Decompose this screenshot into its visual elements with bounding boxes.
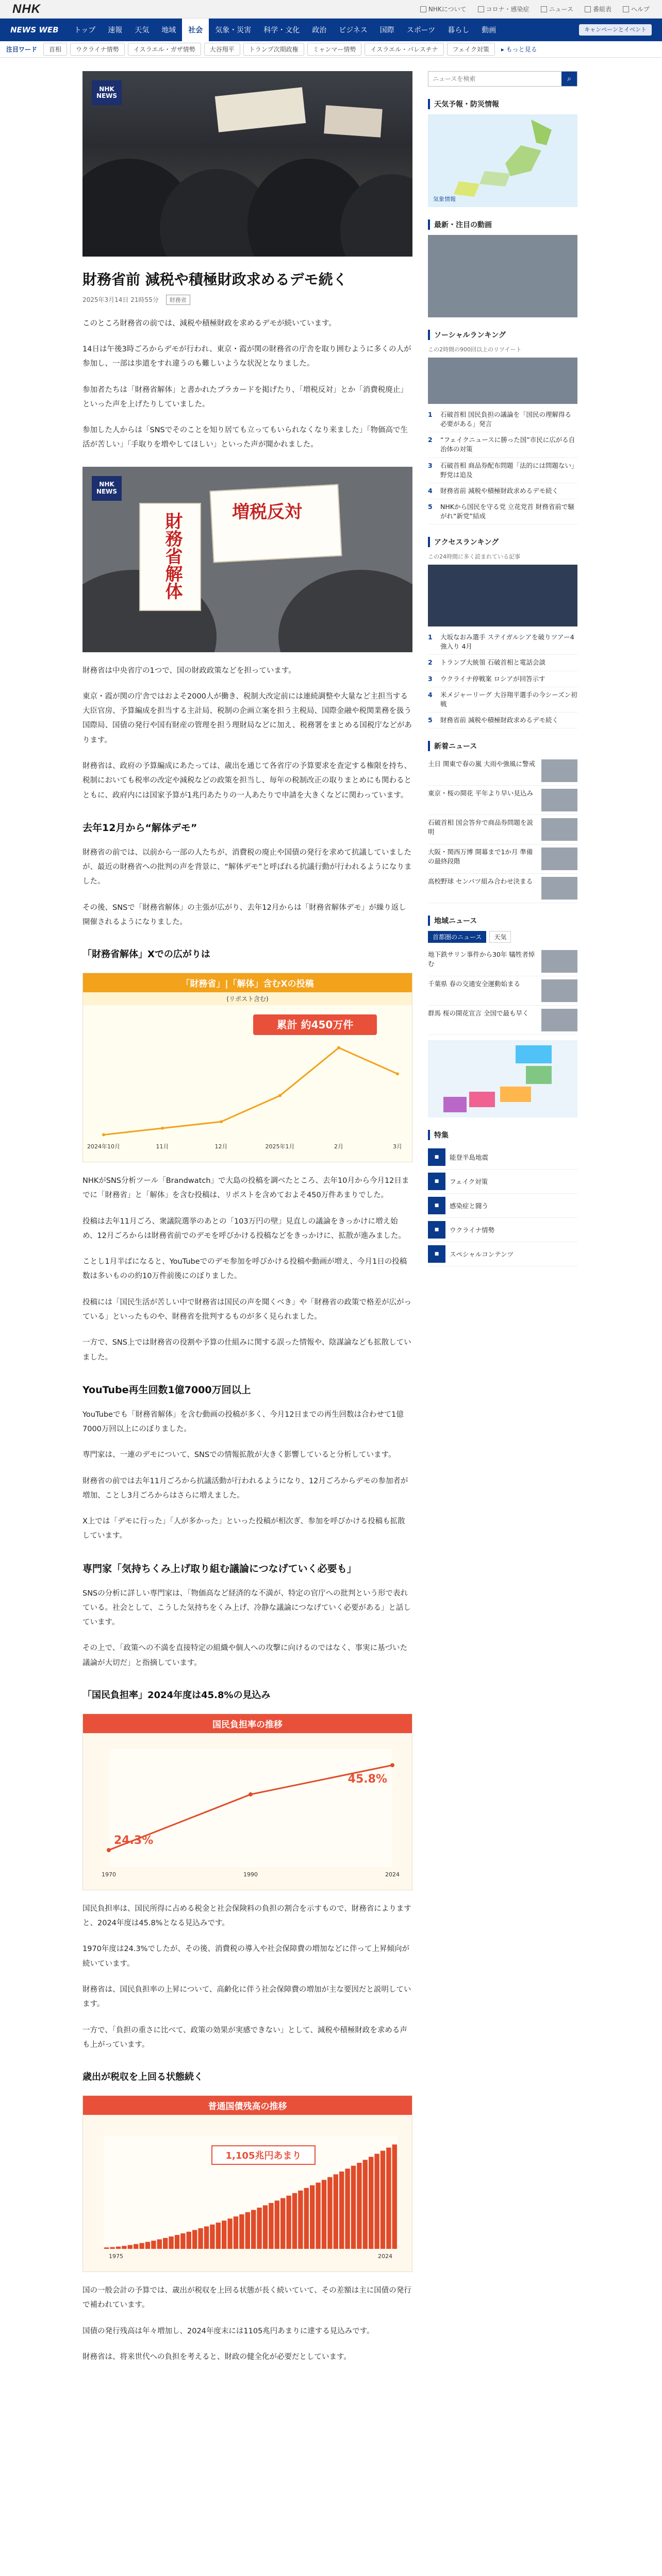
paragraph: 一方で、SNS上では財務省の役割や予算の仕組みに関する誤った情報や、陰謀論なども拡散していました。: [82, 1338, 411, 1362]
plot-area: [109, 1749, 392, 1867]
protest-sign: [210, 484, 342, 563]
bar: [304, 2188, 309, 2249]
bar: [128, 2245, 133, 2249]
chart3-svg: [83, 2115, 413, 2269]
bar: [339, 2172, 344, 2249]
campaign-button[interactable]: キャンペーンとイベント: [579, 24, 652, 35]
bar: [257, 2208, 261, 2249]
bar: [275, 2200, 279, 2249]
nav-item-active[interactable]: 社会: [182, 19, 209, 41]
feature-item[interactable]: ■ フェイク対策: [428, 1170, 577, 1194]
paragraph: 1970年度は24.3%でしたが、その後、消費税の導入や社会保障費の増加などに伴って上昇傾向が続いています。: [82, 1945, 409, 1968]
bar: [269, 2203, 273, 2249]
feature-icon: ■: [428, 1173, 445, 1190]
bar: [110, 2247, 114, 2249]
paragraph: このところ財務省の前では、減税や積極財政を求めるデモが続いています。: [82, 319, 336, 328]
weather-title: 天気予報・防災情報: [428, 99, 577, 109]
article-meta: [82, 295, 412, 305]
bar: [369, 2157, 373, 2249]
bar: [298, 2191, 303, 2249]
link-icon: [478, 6, 484, 12]
bar: [351, 2166, 356, 2249]
data-point: [249, 1792, 253, 1797]
trend-chip[interactable]: ウクライナ情勢: [70, 43, 125, 56]
sign-text: 財務省解体: [162, 512, 183, 600]
trend-chip[interactable]: トランプ次期政権: [243, 43, 304, 56]
x-posts-chart: [82, 973, 412, 1162]
header-link[interactable]: NHKについて: [420, 5, 467, 13]
nav-item[interactable]: トップ: [74, 26, 96, 35]
trend-chip[interactable]: 首相: [43, 43, 67, 56]
paragraph: 投稿には「国民生活が苦しい中で財務省は国民の声を聞くべき」や「財務省の政策で格差が広がっている」といったものや、財務省を批判するものが多く見られました。: [82, 1298, 411, 1321]
paragraph: YouTubeでも「財務省解体」を含む動画の投稿が多く、今月12日までの再生回数は合わせて1億7000万回以上にのぼりました。: [82, 1410, 404, 1434]
paragraph: 財務省の前では去年11月ごろから抗議活動が行われるようになり、12月ごろからデモの参加者が増加、ことし3月ごろからはさらに増えました。: [82, 1477, 408, 1500]
ranking-item[interactable]: 1 石破首相 国民負担の議論を「国民の理解得る必要がある」発言: [428, 407, 577, 432]
nav-item[interactable]: 動画: [482, 26, 496, 35]
nav-item[interactable]: 気象・災害: [215, 26, 252, 35]
bar: [363, 2160, 368, 2249]
nav-item[interactable]: 地域: [161, 26, 176, 35]
access-sub: この24時間に多く読まれている記事: [428, 553, 520, 561]
paragraph: SNSの分析に詳しい専門家は、「物価高など経済的な不満が、特定の官庁への批判という形で表れている。社会として、こうした気持ちをくみ上げ、冷静な議論につなげていく必要がある」と話しています。: [82, 1589, 411, 1627]
bar: [316, 2182, 320, 2249]
bar: [175, 2235, 179, 2249]
bar: [104, 2247, 109, 2249]
bar: [169, 2236, 173, 2249]
bar: [180, 2233, 185, 2249]
hero-photo: [82, 71, 412, 257]
bar: [234, 2216, 238, 2249]
section-heading: 「財務省解体」Xでの広がりは: [82, 949, 210, 960]
news-item[interactable]: 大阪・関西万博 開幕まで1か月 準備の最終段階: [428, 844, 577, 874]
x-tick-label: 2024: [385, 1871, 400, 1878]
news-item[interactable]: 石破首相 国会答弁で商品券問題を説明: [428, 815, 577, 844]
x-tick-label: 2025年1月: [265, 1143, 295, 1150]
map-region: [469, 1092, 495, 1107]
bar: [222, 2221, 226, 2249]
article-date: 2025年3月14日 21時55分: [82, 296, 159, 304]
bar: [198, 2228, 203, 2249]
weather-map[interactable]: [428, 114, 577, 207]
bar: [374, 2154, 379, 2249]
feature-title: 特集: [428, 1130, 577, 1140]
paragraph: 財務省は、国民負担率の上昇について、高齢化に伴う社会保障費の増加が主な要因だと説明しています。: [82, 1986, 411, 2009]
chart1-svg: [83, 1005, 413, 1160]
news-item[interactable]: 土日 関東で春の嵐 大雨や強風に警戒: [428, 756, 577, 786]
region-tabs: [428, 931, 577, 943]
paragraph: 財務省は中央省庁の1つで、国の財政政策などを担っています。: [82, 666, 296, 675]
social-sub: この2時間の900回以上のリツイート: [428, 346, 522, 353]
header-link[interactable]: ヘルプ: [623, 5, 650, 13]
paragraph: 参加した人からは「SNSでそのことを知り居ても立ってもいられなくなり来ました」「物価高で生活が苦しい」「手取りを増やしてほしい」といった声が聞かれました。: [82, 426, 408, 449]
latest-title: 最新・注目の動画: [428, 219, 577, 230]
paragraph: 財務省の前では、以前から一部の人たちが、消費税の廃止や国債の発行を求めて抗議していましたが、最近の財務省への批判の声を背景に、“解体デモ”と呼ばれる抗議行動が行われるようになりました。: [82, 848, 412, 886]
bar: [151, 2241, 156, 2249]
ranking-thumbnail[interactable]: [428, 565, 577, 626]
map-region: [479, 171, 510, 187]
protest-banner: [324, 105, 383, 138]
paragraph: その上で、「政策への不満を直接特定の組織や個人への攻撃に向けるのではなく、事実に基づいた議論が大切だ」と指摘しています。: [82, 1644, 408, 1667]
header-links: [420, 5, 650, 13]
region-map-svg: [428, 1040, 577, 1117]
burden-rate-chart: [82, 1714, 412, 1890]
paragraph: ことし1月半ばになると、YouTubeでのデモ参加を呼びかける投稿や動画が増え、今月1日の投稿数は多いものの約10万件前後にのぼりました。: [82, 1258, 407, 1281]
x-tick-label: 1975: [109, 2253, 123, 2260]
paragraph: 一方で、「負担の重さに比べて、政策の効果が実感できない」として、減税や積極財政を求める声も上がっています。: [82, 2026, 407, 2049]
chart-title: 国民負担率の推移: [83, 1714, 412, 1733]
ranking-item[interactable]: 4 米メジャーリーグ 大谷翔平選手の今シーズン初戦: [428, 687, 577, 713]
bar: [187, 2232, 191, 2249]
data-label: 24.3%: [114, 1834, 154, 1847]
video-thumbnail[interactable]: [428, 235, 577, 317]
bar: [345, 2168, 350, 2249]
new-title: 新着ニュース: [428, 741, 577, 751]
ranking-item[interactable]: 2 “フェイクニュースに勝った国”市民に広がる自治体の対策: [428, 432, 577, 457]
x-tick-label: 3月: [393, 1143, 402, 1150]
bar: [286, 2196, 291, 2249]
paragraph: その後、SNSで「財務省解体」の主張が広がり、去年12月からは「財務省解体デモ」が繰り返し開催されるようになりました。: [82, 903, 406, 926]
trend-more-link[interactable]: ▸ もっと見る: [501, 46, 537, 53]
japan-map-svg: [428, 114, 577, 207]
nhk-news-badge: NHK NEWS: [92, 476, 122, 501]
latest-videos-box: [428, 219, 577, 317]
data-point: [337, 1046, 340, 1049]
protest-photo: [82, 467, 412, 652]
data-point: [107, 1848, 111, 1852]
bar: [163, 2238, 168, 2249]
bar: [386, 2148, 391, 2249]
link-icon: [420, 6, 426, 12]
map-region: [443, 1097, 467, 1112]
nav-item[interactable]: 天気: [135, 26, 150, 35]
map-region: [526, 1066, 552, 1084]
ranking-item[interactable]: 3 ウクライナ停戦案 ロシアが回答示す: [428, 671, 577, 687]
access-title: アクセスランキング: [428, 537, 577, 547]
page-body: [0, 58, 662, 2364]
nav-item[interactable]: スポーツ: [406, 26, 436, 35]
bar: [322, 2180, 326, 2249]
bar: [145, 2242, 150, 2249]
paragraph: NHKがSNS分析ツール「Brandwatch」で大島の投稿を調べたところ、去年10月から今月12日までに「財務省」と「解体」を含む投稿は、リポストを含めておよそ450万件あまりでした。: [82, 1177, 409, 1200]
ranking-item[interactable]: 1 大坂なおみ選手 ステイガルシアを破りツアー4強入り 4月: [428, 630, 577, 655]
paragraph: 国民負担率は、国民所得に占める税金と社会保険料の負担の割合を示すもので、財務省によりますと、2024年度は45.8%となる見込みです。: [82, 1904, 411, 1928]
nhk-news-badge: NHK NEWS: [92, 80, 122, 105]
search-box: [428, 71, 577, 87]
data-point: [396, 1072, 399, 1075]
x-tick-label: 2月: [334, 1143, 343, 1150]
region-tab[interactable]: 首都圏のニュース: [428, 931, 486, 943]
crowd-shape: [278, 570, 412, 652]
region-title: 地域ニュース: [428, 916, 577, 926]
map-region: [516, 1045, 552, 1063]
map-region: [454, 181, 479, 197]
bar: [380, 2151, 385, 2249]
region-news-box: [428, 916, 577, 1117]
bar: [280, 2198, 285, 2249]
article-tag[interactable]: 財務省: [166, 295, 190, 305]
bar: [245, 2212, 250, 2249]
paragraph: 東京・霞が関の庁舎ではおよそ2000人が働き、税制大改定前には連続調整や大量など主担当する大臣官房、予算編成を担当する主計局、税制の企画立案を担う主税局、国際金融や税関業務を扱う国際局、国債の発行や国有財産の管理を担う理財局などに加え、税務署をまとめる国税庁などがあります。: [82, 692, 412, 744]
chart2-svg: [83, 1733, 413, 1888]
plot-area: [104, 1041, 398, 1139]
bar: [239, 2214, 244, 2249]
search-input[interactable]: [428, 72, 561, 86]
news-item[interactable]: 地下鉄サリン事件から30年 犠牲者悼む: [428, 947, 577, 976]
trend-chip[interactable]: イスラエル・ガザ情勢: [128, 43, 201, 56]
annotation-text: 1,105兆円あまり: [225, 2150, 302, 2162]
trend-chip[interactable]: フェイク対策: [447, 43, 495, 56]
new-news-box: [428, 741, 577, 903]
trend-chip[interactable]: 大谷翔平: [204, 43, 240, 56]
news-item[interactable]: 千葉県 春の交通安全運動始まる: [428, 976, 577, 1006]
map-region: [531, 120, 552, 145]
nav-item[interactable]: 速報: [108, 26, 123, 35]
header-link[interactable]: ニュース: [541, 5, 573, 13]
ranking-item[interactable]: 5 NHKから国民を守る党 立花党首 財務省前で騒がれ“新党”結成: [428, 499, 577, 524]
x-tick-label: 2024: [378, 2253, 392, 2260]
feature-item[interactable]: ■ 能登半島地震: [428, 1145, 577, 1170]
bar: [204, 2226, 209, 2249]
data-point: [220, 1120, 223, 1123]
protest-banner: [215, 87, 306, 132]
bar: [227, 2218, 232, 2249]
feature-box: [428, 1130, 577, 1266]
trend-chip[interactable]: ミャンマー情勢: [307, 43, 362, 56]
paragraph: 国の一般会計の予算では、歳出が税収を上回る状態が長く続いていて、その差額は主に国債の発行で補われています。: [82, 2286, 411, 2310]
chart-subtitle: (リポスト含む): [83, 992, 412, 1005]
bar: [310, 2185, 315, 2249]
ranking-item[interactable]: 4 財務省前 減税や積極財政求めるデモ続く: [428, 483, 577, 499]
bar: [251, 2210, 256, 2249]
feature-item[interactable]: ■ ウクライナ情勢: [428, 1218, 577, 1242]
social-title: ソーシャルランキング: [428, 330, 577, 340]
header-link[interactable]: コロナ・感染症: [478, 5, 529, 13]
paragraph: 参加者たちは「財務省解体」と書かれたプラカードを掲げたり、「増税反対」とか「消費税廃止」といった声を上げたりしていました。: [82, 385, 408, 409]
x-tick-label: 1990: [243, 1871, 258, 1878]
sign-text: 増税反対: [232, 501, 302, 522]
feature-icon: ■: [428, 1245, 445, 1263]
sidebar: [428, 58, 577, 2364]
bar: [192, 2230, 197, 2249]
x-tick-label: 11月: [156, 1143, 169, 1150]
x-tick-label: 2024年10月: [87, 1143, 120, 1150]
nav-item[interactable]: 政治: [312, 26, 327, 35]
map-region: [505, 145, 541, 176]
paragraph: X上では「デモに行った」「人が多かった」といった投稿が相次ぎ、参加を呼びかける投稿も拡散しています。: [82, 1517, 405, 1540]
link-icon: [623, 6, 629, 12]
bar: [216, 2223, 221, 2249]
section-heading: 歳出が税収を上回る状態続く: [82, 2072, 203, 2083]
data-point: [278, 1094, 282, 1097]
news-item[interactable]: 東京・桜の開花 平年より早い見込み: [428, 786, 577, 815]
bar: [263, 2206, 268, 2249]
main-nav: [0, 19, 662, 41]
paragraph: 14日は午後3時ごろからデモが行われ、東京・霞が関の財務省の庁舎を取り囲むように多くの人が参加し、一部は歩道をすれ違うのも難しいような状況となりました。: [82, 345, 411, 368]
nav-item[interactable]: 暮らし: [448, 26, 470, 35]
feature-icon: ■: [428, 1148, 445, 1166]
data-label: 45.8%: [347, 1773, 387, 1786]
data-point: [390, 1763, 394, 1767]
feature-icon: ■: [428, 1221, 445, 1239]
trend-bar: [0, 41, 662, 58]
news-web-brand[interactable]: NEWS WEB: [10, 25, 59, 35]
ranking-item[interactable]: 5 財務省前 減税や積極財政求めるデモ続く: [428, 713, 577, 728]
trend-label: 注目ワード: [6, 46, 38, 53]
bar: [210, 2225, 214, 2249]
paragraph: 投稿は去年11月ごろ、衆議院選挙のあとの「103万円の壁」見直しの議論をきっかけに増え始め、12月ごろからは財務省前でのデモを呼びかける投稿などをきっかけに、拡散が進みました。: [82, 1217, 406, 1240]
social-ranking-box: [428, 330, 577, 524]
nav-item[interactable]: 科学・文化: [263, 26, 300, 35]
weather-label: 気象情報: [433, 196, 456, 202]
paragraph: 財務省は、政府の予算編成にあたっては、歳出を通じて各省庁の予算要求を査定する権限を持ち、税制においても税率の改定や減税などの政策を担当し、毎年の税制改正の取りまとめにも関わるとともに、政府内には国家予算が1兆円あたりの一人あたりで申請を大きくなどに関わっています。: [82, 761, 411, 800]
access-ranking-box: [428, 537, 577, 728]
feature-icon: ■: [428, 1197, 445, 1214]
region-tab[interactable]: 天気: [489, 931, 511, 943]
article-title: 財務省前 減税や積極財政求めるデモ続く: [82, 271, 347, 288]
paragraph: 専門家は、一連のデモについて、SNSでの情報拡散が大きく影響していると分析しています。: [82, 1451, 396, 1460]
link-icon: [585, 6, 591, 12]
nhk-logo[interactable]: NHK: [12, 2, 41, 16]
data-point: [102, 1133, 105, 1137]
top-bar: [0, 0, 662, 19]
section-heading: 専門家「気持ちくみ上げ取り組む議論につなげていく必要も」: [82, 1563, 357, 1574]
map-region: [500, 1087, 531, 1102]
data-point: [161, 1127, 164, 1130]
x-tick-label: 12月: [214, 1143, 228, 1150]
news-item[interactable]: 高校野球 センバツ組み合わせ決まる: [428, 874, 577, 903]
section-heading: YouTube再生回数1億7000万回以上: [82, 1384, 251, 1396]
section-heading: 去年12月から“解体デモ”: [82, 822, 197, 834]
nav-item[interactable]: ビジネス: [339, 26, 368, 35]
feature-item[interactable]: ■ スペシャルコンテンツ: [428, 1242, 577, 1266]
bar: [292, 2193, 297, 2249]
paragraph: 国債の発行残高は年々増加し、2024年度末には1105兆円あまりに達する見込みです。: [82, 2327, 374, 2335]
link-icon: [541, 6, 547, 12]
bar: [327, 2177, 332, 2249]
bar: [122, 2246, 126, 2249]
annotation-text: 累計 約450万件: [276, 1019, 354, 1031]
paragraph: 財務省は、将来世代への負担を考えると、財政の健全化が必要だとしています。: [82, 2352, 351, 2361]
article: [82, 58, 412, 2364]
news-item[interactable]: 群馬 桜の開花宣言 全国で最も早く: [428, 1006, 577, 1035]
bar: [134, 2244, 138, 2249]
ranking-item[interactable]: 2 トランプ大統領 石破首相と電話会談: [428, 655, 577, 671]
weather-box: [428, 99, 577, 207]
feature-item[interactable]: ■ 感染症と闘う: [428, 1194, 577, 1218]
chart-title: 「財務省」|「解体」含むXの投稿: [83, 973, 412, 992]
header-link[interactable]: 番組表: [585, 5, 611, 13]
bar: [357, 2163, 361, 2249]
ranking-item[interactable]: 3 石破首相 商品券配布問題「法的には問題ない」野党は追及: [428, 458, 577, 483]
bar: [157, 2240, 162, 2249]
trend-chip[interactable]: イスラエル・パレスチナ: [365, 43, 443, 56]
section-heading: 「国民負担率」2024年度は45.8%の見込み: [82, 1689, 271, 1701]
bar: [139, 2243, 144, 2249]
bond-chart: [82, 2095, 412, 2272]
ranking-thumbnail[interactable]: [428, 358, 577, 404]
bar: [116, 2247, 121, 2249]
bar: [334, 2174, 338, 2249]
search-icon[interactable]: ⌕: [561, 72, 577, 86]
x-tick-label: 1970: [102, 1871, 116, 1878]
chart-title: 普通国債残高の推移: [83, 2096, 412, 2115]
bar: [392, 2144, 397, 2249]
nav-item[interactable]: 国際: [379, 26, 394, 35]
region-map[interactable]: [428, 1040, 577, 1117]
